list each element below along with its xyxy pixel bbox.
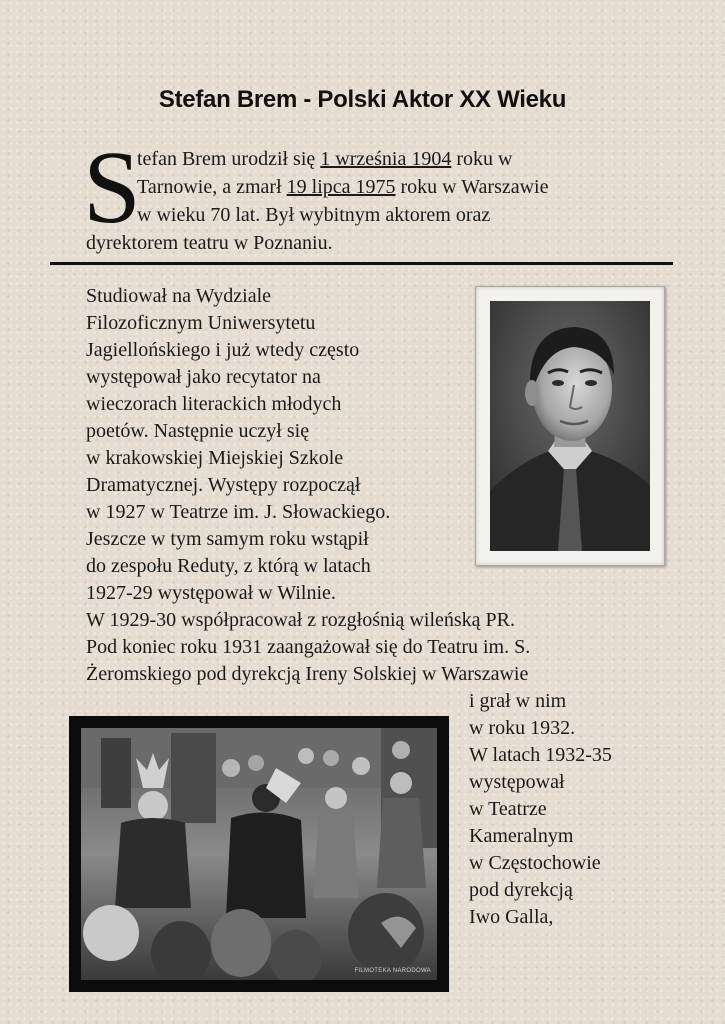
biography-line: Pod koniec roku 1931 zaangażował się do Teatru im. S. [86, 636, 531, 658]
intro-text: Tarnowie, a zmarł [137, 176, 287, 198]
biography-line: Studiował na Wydziale [86, 285, 272, 307]
birth-date: 1 września 1904 [320, 148, 452, 170]
biography-line: Jeszcze w tym samym roku wstąpił [86, 528, 369, 550]
photo-watermark: FILMOTEKA NARODOWA [354, 968, 431, 974]
biography-line: Jagiellońskiego i już wtedy często [86, 339, 360, 361]
biography-line: Żeromskiego pod dyrekcją Ireny Solskiej w Warszawie [86, 663, 529, 685]
biography-line: wieczorach literackich młodych [86, 393, 342, 415]
biography-line: w krakowskiej Miejskiej Szkole [86, 447, 344, 469]
biography-line: w 1927 w Teatrze im. J. Słowackiego. [86, 501, 391, 523]
biography-side-line: W latach 1932-35 [469, 744, 612, 766]
biography-side-line: pod dyrekcją [469, 879, 573, 901]
biography-side-line: w Teatrze [469, 798, 547, 820]
stage-photo-illustration [81, 728, 437, 980]
stage-photo-frame [69, 716, 449, 992]
biography-line: Dramatycznej. Występy rozpoczął [86, 474, 361, 496]
intro-line-2 [137, 173, 548, 201]
section-divider [50, 262, 673, 265]
drop-cap: S [83, 130, 141, 245]
biography-side-line: w Częstochowie [469, 852, 601, 874]
biography-line: do zespołu Reduty, z którą w latach [86, 555, 371, 577]
intro-text: tefan Brem urodził się [137, 148, 321, 170]
biography-line: występował jako recytator na [86, 366, 321, 388]
portrait-frame [475, 286, 665, 566]
intro-line-4: dyrektorem teatru w Poznaniu. [86, 232, 333, 254]
stage-photo [81, 728, 437, 980]
biography-line: 1927-29 występował w Wilnie. [86, 582, 336, 604]
portrait-illustration [490, 301, 650, 551]
biography-side-line: Kameralnym [469, 825, 574, 847]
portrait-photo [490, 301, 650, 551]
death-date: 19 lipca 1975 [286, 176, 396, 198]
intro-line-1 [137, 145, 512, 173]
biography-side-line: w roku 1932. [469, 717, 576, 739]
biography-line: Filozoficznym Uniwersytetu [86, 312, 316, 334]
biography-line: W 1929-30 współpracował z rozgłośnią wileńską PR. [86, 609, 515, 631]
intro-text: roku w [451, 148, 513, 170]
intro-line-3: w wieku 70 lat. Był wybitnym aktorem oraz [137, 204, 491, 226]
page-title: Stefan Brem - Polski Aktor XX Wieku [158, 86, 567, 113]
intro-text: roku w Warszawie [395, 176, 549, 198]
biography-side-line: i grał w nim [469, 690, 567, 712]
biography-side-line: występował [469, 771, 565, 793]
biography-side-line: Iwo Galla, [469, 906, 554, 928]
biography-line: poetów. Następnie uczył się [86, 420, 310, 442]
